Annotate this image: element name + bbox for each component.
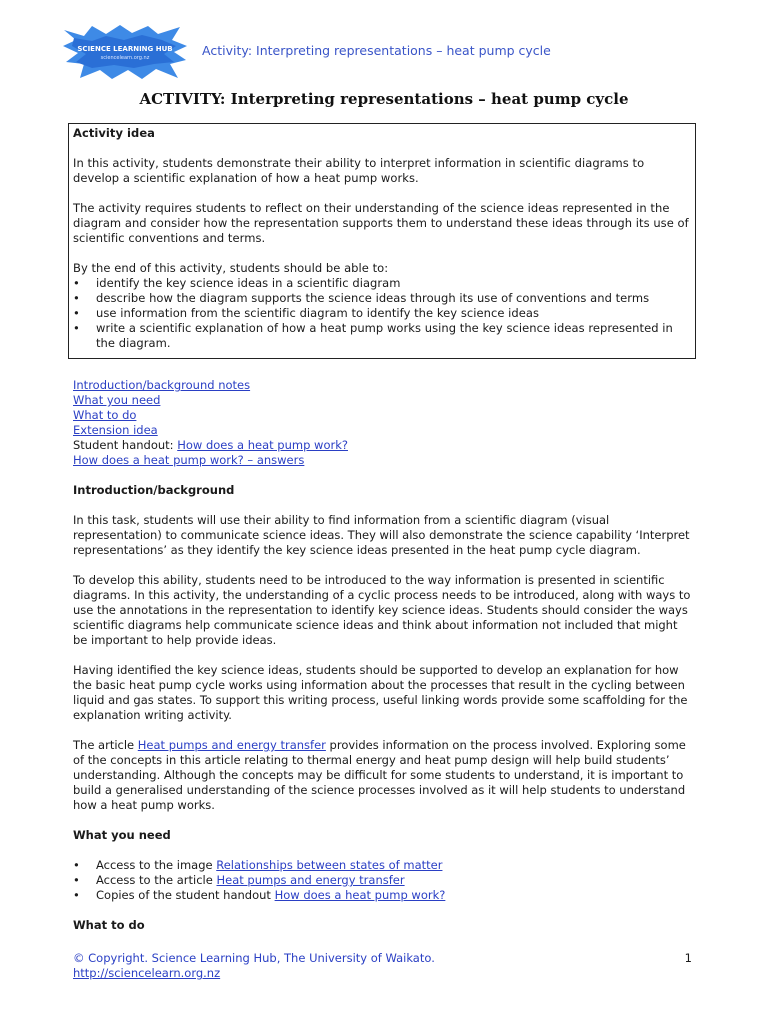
footer: [73, 951, 699, 981]
article-link-heat-pumps[interactable]: Heat pumps and energy transfer: [137, 738, 326, 752]
running-header-title: Activity: Interpreting representations – heat pump cycle: [202, 43, 551, 58]
link-student-handout[interactable]: How does a heat pump work?: [274, 888, 446, 902]
list-item: • write a scientific explanation of how a heat pump works using the key science ideas represented in the diagram.: [73, 321, 691, 351]
item-prefix: Access to the image: [96, 858, 217, 872]
copyright-text: © Copyright. Science Learning Hub, The University of Waikato.: [73, 951, 435, 965]
activity-idea-box: [68, 123, 696, 359]
toc-link-intro[interactable]: Introduction/background notes: [73, 378, 251, 392]
what-you-need-list: [73, 858, 693, 903]
link-heat-pumps-article[interactable]: Heat pumps and energy transfer: [216, 873, 405, 887]
toc-link-what-to-do[interactable]: What to do: [73, 408, 137, 422]
list-item: • describe how the diagram supports the science ideas through its use of conventions and terms: [73, 291, 691, 306]
footer-url-link[interactable]: http://sciencelearn.org.nz: [73, 966, 221, 980]
intro-paragraph-3: Having identified the key science ideas, students should be supported to develop an explanation for how the basic heat pump cycle works using information about the processes that result in the cycling between liquid and gas states. To support this writing process, useful linking words provide some scaffolding for the explanation writing activity.: [73, 663, 688, 722]
activity-idea-paragraph-2: The activity requires students to reflect on their understanding of the science ideas represented in the diagram and consider how the representation supports them to understand these ideas through its use of scientific conventions and terms.: [73, 201, 689, 245]
list-item: • use information from the scientific diagram to identify the key science ideas: [73, 306, 691, 321]
activity-idea-paragraph-3: By the end of this activity, students should be able to:: [73, 261, 389, 275]
what-to-do-heading: What to do: [73, 918, 145, 932]
intro-p4-prefix: The article: [73, 738, 138, 752]
toc-link-student-handout[interactable]: How does a heat pump work?: [177, 438, 348, 452]
link-states-of-matter[interactable]: Relationships between states of matter: [216, 858, 443, 872]
list-item: [73, 873, 693, 888]
item-prefix: Access to the article: [96, 873, 217, 887]
science-learning-hub-logo[interactable]: [62, 24, 188, 80]
list-item: • identify the key science ideas in a scientific diagram: [73, 276, 691, 291]
learning-outcomes-list: [73, 276, 691, 351]
intro-paragraph-4: [73, 738, 693, 813]
page-number: 1: [684, 951, 692, 965]
toc-link-answers[interactable]: How does a heat pump work? – answers: [73, 453, 305, 467]
toc-link-extension[interactable]: Extension idea: [73, 423, 158, 437]
item-prefix: Copies of the student handout: [96, 888, 275, 902]
document-title: ACTIVITY: Interpreting representations – heat pump cycle: [139, 90, 629, 108]
intro-paragraph-1: In this task, students will use their ability to find information from a scientific diagram (visual representation) to communicate science ideas. They will also demonstrate the science capability ‘Interpret representations’ as they identify the key science ideas presented in the heat pump cycle diagram.: [73, 513, 690, 557]
activity-idea-heading: Activity idea: [73, 126, 155, 140]
handout-prefix: Student handout:: [73, 438, 178, 452]
main-content: [73, 378, 693, 933]
intro-paragraph-2: To develop this ability, students need to be introduced to the way information is presented in scientific diagrams. In this activity, the understanding of a cyclic process needs to be introduced, along with ways to use the annotations in the representation to identify key science ideas. Students should consider the ways scientific diagrams help communicate science ideas and think about information not included that might be important to help provide ideas.: [73, 573, 691, 647]
intro-heading: Introduction/background: [73, 483, 235, 497]
activity-idea-paragraph-1: In this activity, students demonstrate their ability to interpret information in scientific diagrams to develop a scientific explanation of how a heat pump works.: [73, 156, 645, 185]
what-you-need-heading: What you need: [73, 828, 171, 842]
intro-p4-rest: provides information on the process involved. Exploring some of the concepts in this article relating to thermal energy and heat pump design will help build students’ understanding. Although the concepts may be difficult for some students to understand, it is important to build a generalised understanding of the science processes involved as it will help students to understand how a heat pump works.: [73, 738, 686, 812]
list-item: [73, 858, 693, 873]
toc-link-what-you-need[interactable]: What you need: [73, 393, 161, 407]
logo-line2: sciencelearn.org.nz: [100, 55, 150, 61]
logo-line1: SCIENCE LEARNING HUB: [77, 45, 173, 53]
list-item: [73, 888, 693, 903]
